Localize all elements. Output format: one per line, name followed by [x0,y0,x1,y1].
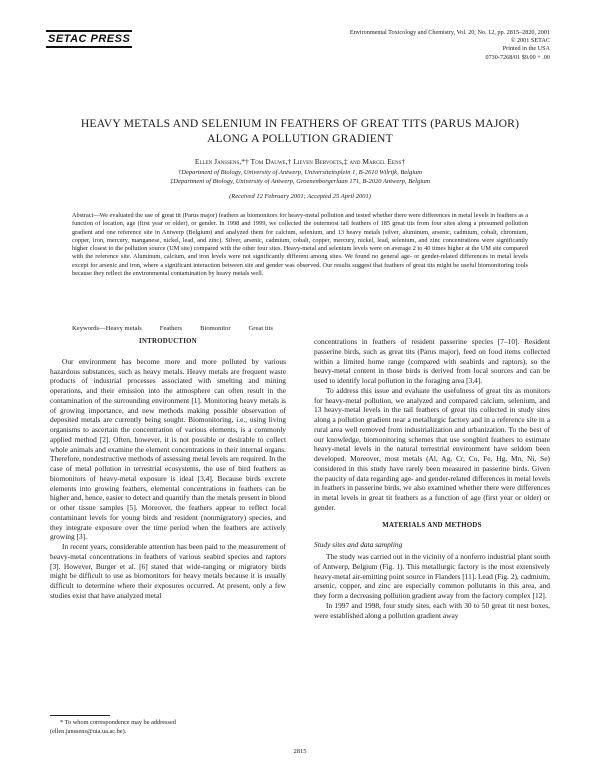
title-line-2: ALONG A POLLUTION GRADIENT [207,132,393,145]
authors: Ellen Janssens,*† Tom Dauwe,† Lieven Bervoets,‡ and Marcel Eens† [194,157,406,166]
affiliation-2: ‡Department of Biology, University of Antwerp, Groenenborgerlaan 171, B-2020 Antwerp, Belgium [170,178,430,185]
keywords-label: Keywords [72,325,100,332]
title-line-1: HEAVY METALS AND SELENIUM IN FEATHERS OF GREAT TITS (PARUS MAJOR) [80,117,520,130]
issn: 0730-7268/01 $9.00 + .00 [485,53,550,61]
setac-press-logo: SETAC PRESS [46,30,132,48]
abstract-text: —We evaluated the use of great tit (Parus major) feathers as biomonitors for heavy-metal pollution and tested whether there were differences in metal levels in feathers as a function of location, age (first year or older), or gender. In 1998 and 1999, we collected the outermost tail feathers of 185 great tits from four sites along a presumed pollution gradient and one reference site in Antwerp (Belgium) and analyzed them for calcium, selenium, and 13 heavy metals (silver, aluminum, arsenic, cadmium, cobalt, chromium, copper, iron, mercury, manganese, nickel, lead, and zinc). Silver, arsenic, cadmium, cobalt, copper, mercury, nickel, lead, selenium, and zinc concentrations were significantly higher closest to the pollution source (UM site) compared with the other four sites. Heavy-metal and selenium levels were on average 2 to 40 times higher at the UM site compared with the reference site. Aluminum, calcium, and iron levels were not significantly different among sites. We found no general age- or gender-related differences in metal levels except for arsenic and iron, where a significant interaction between site and gender was observed. Our results suggest that feathers of great tits might be useful biomonitoring tools because they reflect the environmental contamination by heavy metals well. [72,212,528,277]
methods-paragraph: The study was carried out in the vicinity of a nonferro industrial plant south of Antwerp, Belgium (Fig. 1). This metallurgic factory is the most extensively heavy-metal air-emitting point source in Flanders [11]. Lead (Fig. 2), cadmium, arsenic, copper, and zinc are especially common pollutants in this area, and they form a decreasing pollution gradient away from the factory complex [12]. [314,552,550,600]
left-column [50,337,286,601]
intro-paragraph: Our environment has become more and more polluted by various hazardous substances, such as heavy metals. Heavy metals are frequent waste products of industrial processes associated with smelting and mining operations, and their emission into the atmosphere can often result in the contamination of the surrounding environment [1]. Monitoring heavy metals is of growing importance, and new methods making possible observation of deposited metals are currently being sought. Biomonitoring, i.e., using living organisms to ascertain the concentration of various elements, is a commonly applied method [2]. Often, however, it is not possible or desirable to collect whole animals and examine the element concentrations in their internal organs. Therefore, nondestructive methods of assessing metal levels are required. In the case of metal pollution in terrestrial ecosystems, the use of bird feathers as biomonitors of heavy-metal exposure is ideal [3,4]. Because birds excrete elements into growing feathers, elemental concentrations in feathers can be higher and, hence, easier to detect and quantify than the metals present in blood or other tissue samples [5]. Moreover, the feathers appear to reflect local contaminant levels for young birds and resident (nonmigratory) species, and they integrate exposure over the time period when the feathers are actively growing [3]. [50,356,287,542]
printed-in: Printed in the USA [502,45,550,53]
introduction-heading: INTRODUCTION [139,338,197,345]
journal-citation: Environmental Toxicology and Chemistry, Vol. 20, No. 12, pp. 2815–2820, 2001 [349,29,550,36]
keyword: Heavy metals [105,325,142,332]
received-dates: (Received 12 February 2001; Accepted 25 April 2001) [229,193,371,200]
intro-continued-paragraph: concentrations in feathers of resident passerine species [7–10]. Resident passerine birds, such as great tits (Parus major), feed on food items collected within a limited home range (compared with seabirds and raptors), so the heavy-metal content in those birds is derived from local sources and can be used to identify local pollution in the foraging area [3,4]. [314,337,550,385]
methods-paragraph: In 1997 and 1998, four study sites, each with 30 to 50 great tit nest boxes, were established along a pollution gradient away [314,600,550,620]
copyright: © 2001 SETAC [510,37,550,45]
keyword: Biomonitor [200,325,231,332]
intro-paragraph: In recent years, considerable attention has been paid to the measurement of heavy-metal concentrations in feathers of various seabird species and raptors [3]. However, Burger et al. [6] stated that wide-ranging or migratory birds might be difficult to use as biomonitors for heavy metals because it is usually difficult to determine where their exposures occurred. At present, only a few studies exist that have analyzed metal [50,542,286,600]
footnote-line-1: * To whom correspondence may be addressed [60,719,176,726]
page-number: 2815 [293,748,307,755]
journal-info [250,29,550,62]
paper-title [50,116,550,146]
abstract-label: Abstract [72,212,94,219]
keywords: Keywords—Heavy metals Feathers Biomonitor Great tits [72,325,273,332]
methods-heading: MATERIALS AND METHODS [382,521,482,529]
footnote-line-2: (ellen.janssens@uia.ua.ac.be). [50,727,127,735]
right-column [314,337,550,620]
keyword: Feathers [159,325,183,332]
keyword: Great tits [248,325,273,332]
affiliation-1: †Department of Biology, University of Antwerp, Universiteitsplein 1, B-2610 Wilrijk, Belgium [178,169,422,176]
footnote-divider [50,715,110,716]
methods-subheading: Study sites and data sampling [314,540,403,550]
intro-paragraph: To address this issue and evaluate the usefulness of great tits as monitors for heavy-metal pollution, we analyzed and compared calcium, selenium, and 13 heavy-metal levels in the tail feathers of great tits collected in study sites along a pollution gradient near a metallurgic factory and in a reference site in a rural area well removed from industrialization and urbanization. To the best of our knowledge, biomonitoring schemes that use songbird feathers to estimate heavy-metal levels in the natural terrestrial environment have seldom been developed. Moreover, most metals (Al, Ag, Cr, Co, Fe, Hg, Mn, Ni, Se) considered in this study have rarely been measured in passerine birds. Given the paucity of data regarding age- and gender-related differences in metal levels in feathers in passerine birds, we also examined whether there were differences in metal levels in great tit feathers as a function of age (first year or older) or gender. [314,385,550,512]
abstract [72,212,528,278]
footnote [50,719,286,736]
